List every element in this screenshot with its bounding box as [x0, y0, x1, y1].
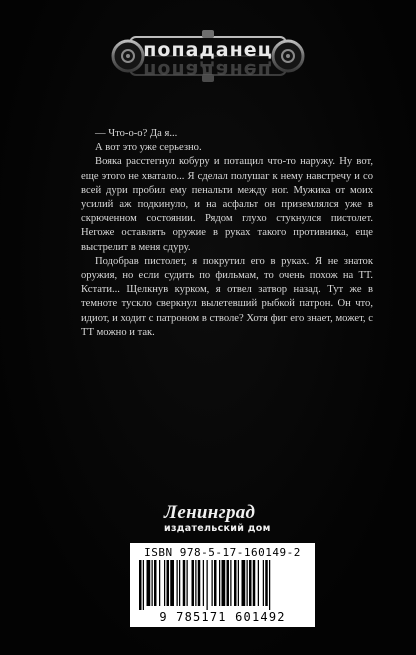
blurb-paragraph: Вояка расстегнул кобуру и потащил что-то наружу. Ну вот, еще этого не хватало... Я сделал полушаг к нему навстречу и со всей дури пробил ему пенальти между ног. Мужика от моих усилий аж подкинуло, и на асфальт он приземлялся уже в скрюченном состоянии. Рядом глухо стукнулся пистолет. Негоже оставлять оружие в руках такого противника, еще выстрелит в меня сдуру.: [81, 156, 373, 253]
series-title: попаданец: [143, 39, 273, 61]
blurb-paragraph: — Что-о-о? Да я...: [95, 128, 178, 139]
publisher-name: Ленинград: [164, 502, 256, 523]
blurb-paragraph: Подобрав пистолет, я покрутил его в руках. Я не знаток оружия, но если судить по фильмам, то очень похож на ТТ. Кстати... Щелкнув курком, я отвел затвор назад. Тут же в темноте тускло сверкнул вылетевший рыбкой патрон. Он что, идиот, и ходит с патроном в стволе? Хотя фиг его знает, может, с ТТ можно и так.: [81, 255, 373, 338]
blurb-text: [81, 127, 373, 340]
series-emblem: [110, 28, 306, 84]
series-title-reflection: попаданец: [143, 59, 273, 81]
isbn-text: ISBN 978-5-17-160149-2: [144, 546, 301, 559]
publisher-logo: [158, 502, 288, 536]
barcode-label: [130, 543, 315, 627]
barcode-icon: [139, 560, 306, 610]
publisher-subtitle: издательский дом: [164, 523, 271, 534]
barcode-digits: 9 785171 601492: [159, 610, 286, 624]
blurb-paragraph: А вот это уже серьезно.: [95, 142, 202, 154]
